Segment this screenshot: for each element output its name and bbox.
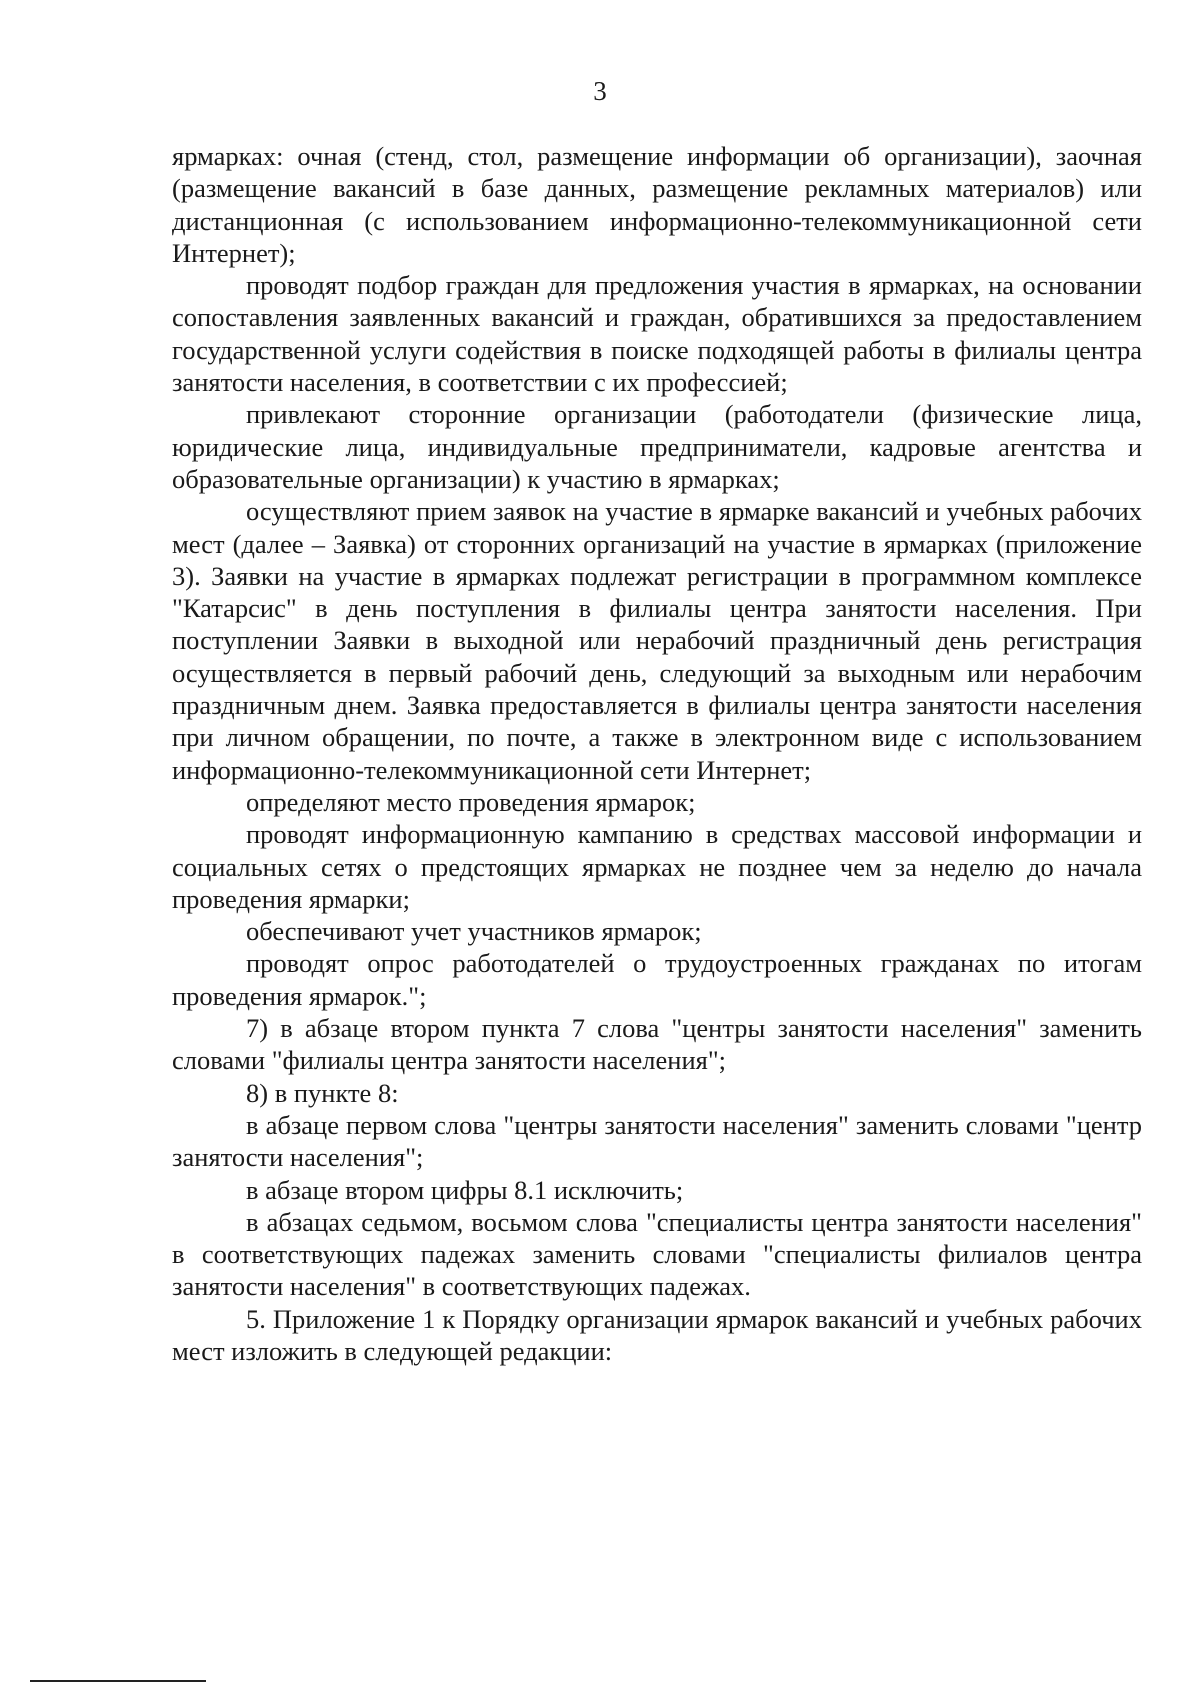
paragraph-item-7: 7) в абзаце втором пункта 7 слова "центры занятости населения" заменить словами "филиалы центра занятости населения"; bbox=[172, 1013, 1142, 1076]
paragraph-application-intake: осуществляют прием заявок на участие в ярмарке вакансий и учебных рабочих мест (далее – Заявка) от сторонних организаций на участие в ярмарках (приложение 3). Заявки на участие в ярмарках подлежат регистрации в программном комплексе "Катарсис" в день поступления в филиалы центра занятости населения. При поступлении Заявки в выходной или нерабочий праздничный день регистрация осуществляется в первый рабочий день, следующий за выходным или нерабочим праздничным днем. Заявка предоставляется в филиалы центра занятости населения при личном обращении, по почте, а также в электронном виде с использованием информационно-телекоммуникационной сети Интернет; bbox=[172, 496, 1142, 785]
paragraph-item-8-second-subparagraph: в абзаце втором цифры 8.1 исключить; bbox=[246, 1174, 684, 1205]
page-number: 3 bbox=[593, 76, 607, 106]
footer-rule bbox=[30, 1680, 206, 1682]
paragraph-item-8-first-subparagraph: в абзаце первом слова "центры занятости населения" заменить словами "центр занятости населения"; bbox=[172, 1109, 1142, 1173]
paragraph-attract-organizations: привлекают сторонние организации (работодатели (физические лица, юридические лица, индивидуальные предприниматели, кадровые агентства и образовательные организации) к участию в ярмарках; bbox=[172, 399, 1142, 494]
paragraph-forms-of-participation: ярмарках: очная (стенд, стол, размещение информации об организации), заочная (размещение вакансий в базе данных, размещение рекламных материалов) или дистанционная (с использованием информационно-телекоммуникационной сети Интернет); bbox=[172, 141, 1142, 268]
paragraph-information-campaign: проводят информационную кампанию в средствах массовой информации и социальных сетях о предстоящих ярмарках не позднее чем за неделю до начала проведения ярмарки; bbox=[172, 819, 1142, 914]
paragraph-item-8-seventh-eighth-subparagraphs: в абзацах седьмом, восьмом слова "специалисты центра занятости населения" в соответствующих падежах заменить словами "специалисты филиалов центра занятости населения" в соответствующих падежах. bbox=[172, 1206, 1142, 1302]
paragraph-appendix-1: 5. Приложение 1 к Порядку организации ярмарок вакансий и учебных рабочих мест изложить в следующей редакции: bbox=[172, 1303, 1142, 1366]
document-body bbox=[172, 140, 1142, 1367]
paragraph-item-8: 8) в пункте 8: bbox=[246, 1077, 399, 1108]
paragraph-participant-accounting: обеспечивают учет участников ярмарок; bbox=[246, 916, 702, 947]
paragraph-employer-survey: проводят опрос работодателей о трудоустроенных гражданах по итогам проведения ярмарок."; bbox=[172, 948, 1142, 1011]
paragraph-determine-venue: определяют место проведения ярмарок; bbox=[246, 786, 696, 817]
paragraph-candidate-selection: проводят подбор граждан для предложения участия в ярмарках, на основании сопоставления заявленных вакансий и граждан, обратившихся за предоставлением государственной услуги содействия в поиске подходящей работы в филиалы центра занятости населения, в соответствии с их профессией; bbox=[172, 270, 1142, 398]
